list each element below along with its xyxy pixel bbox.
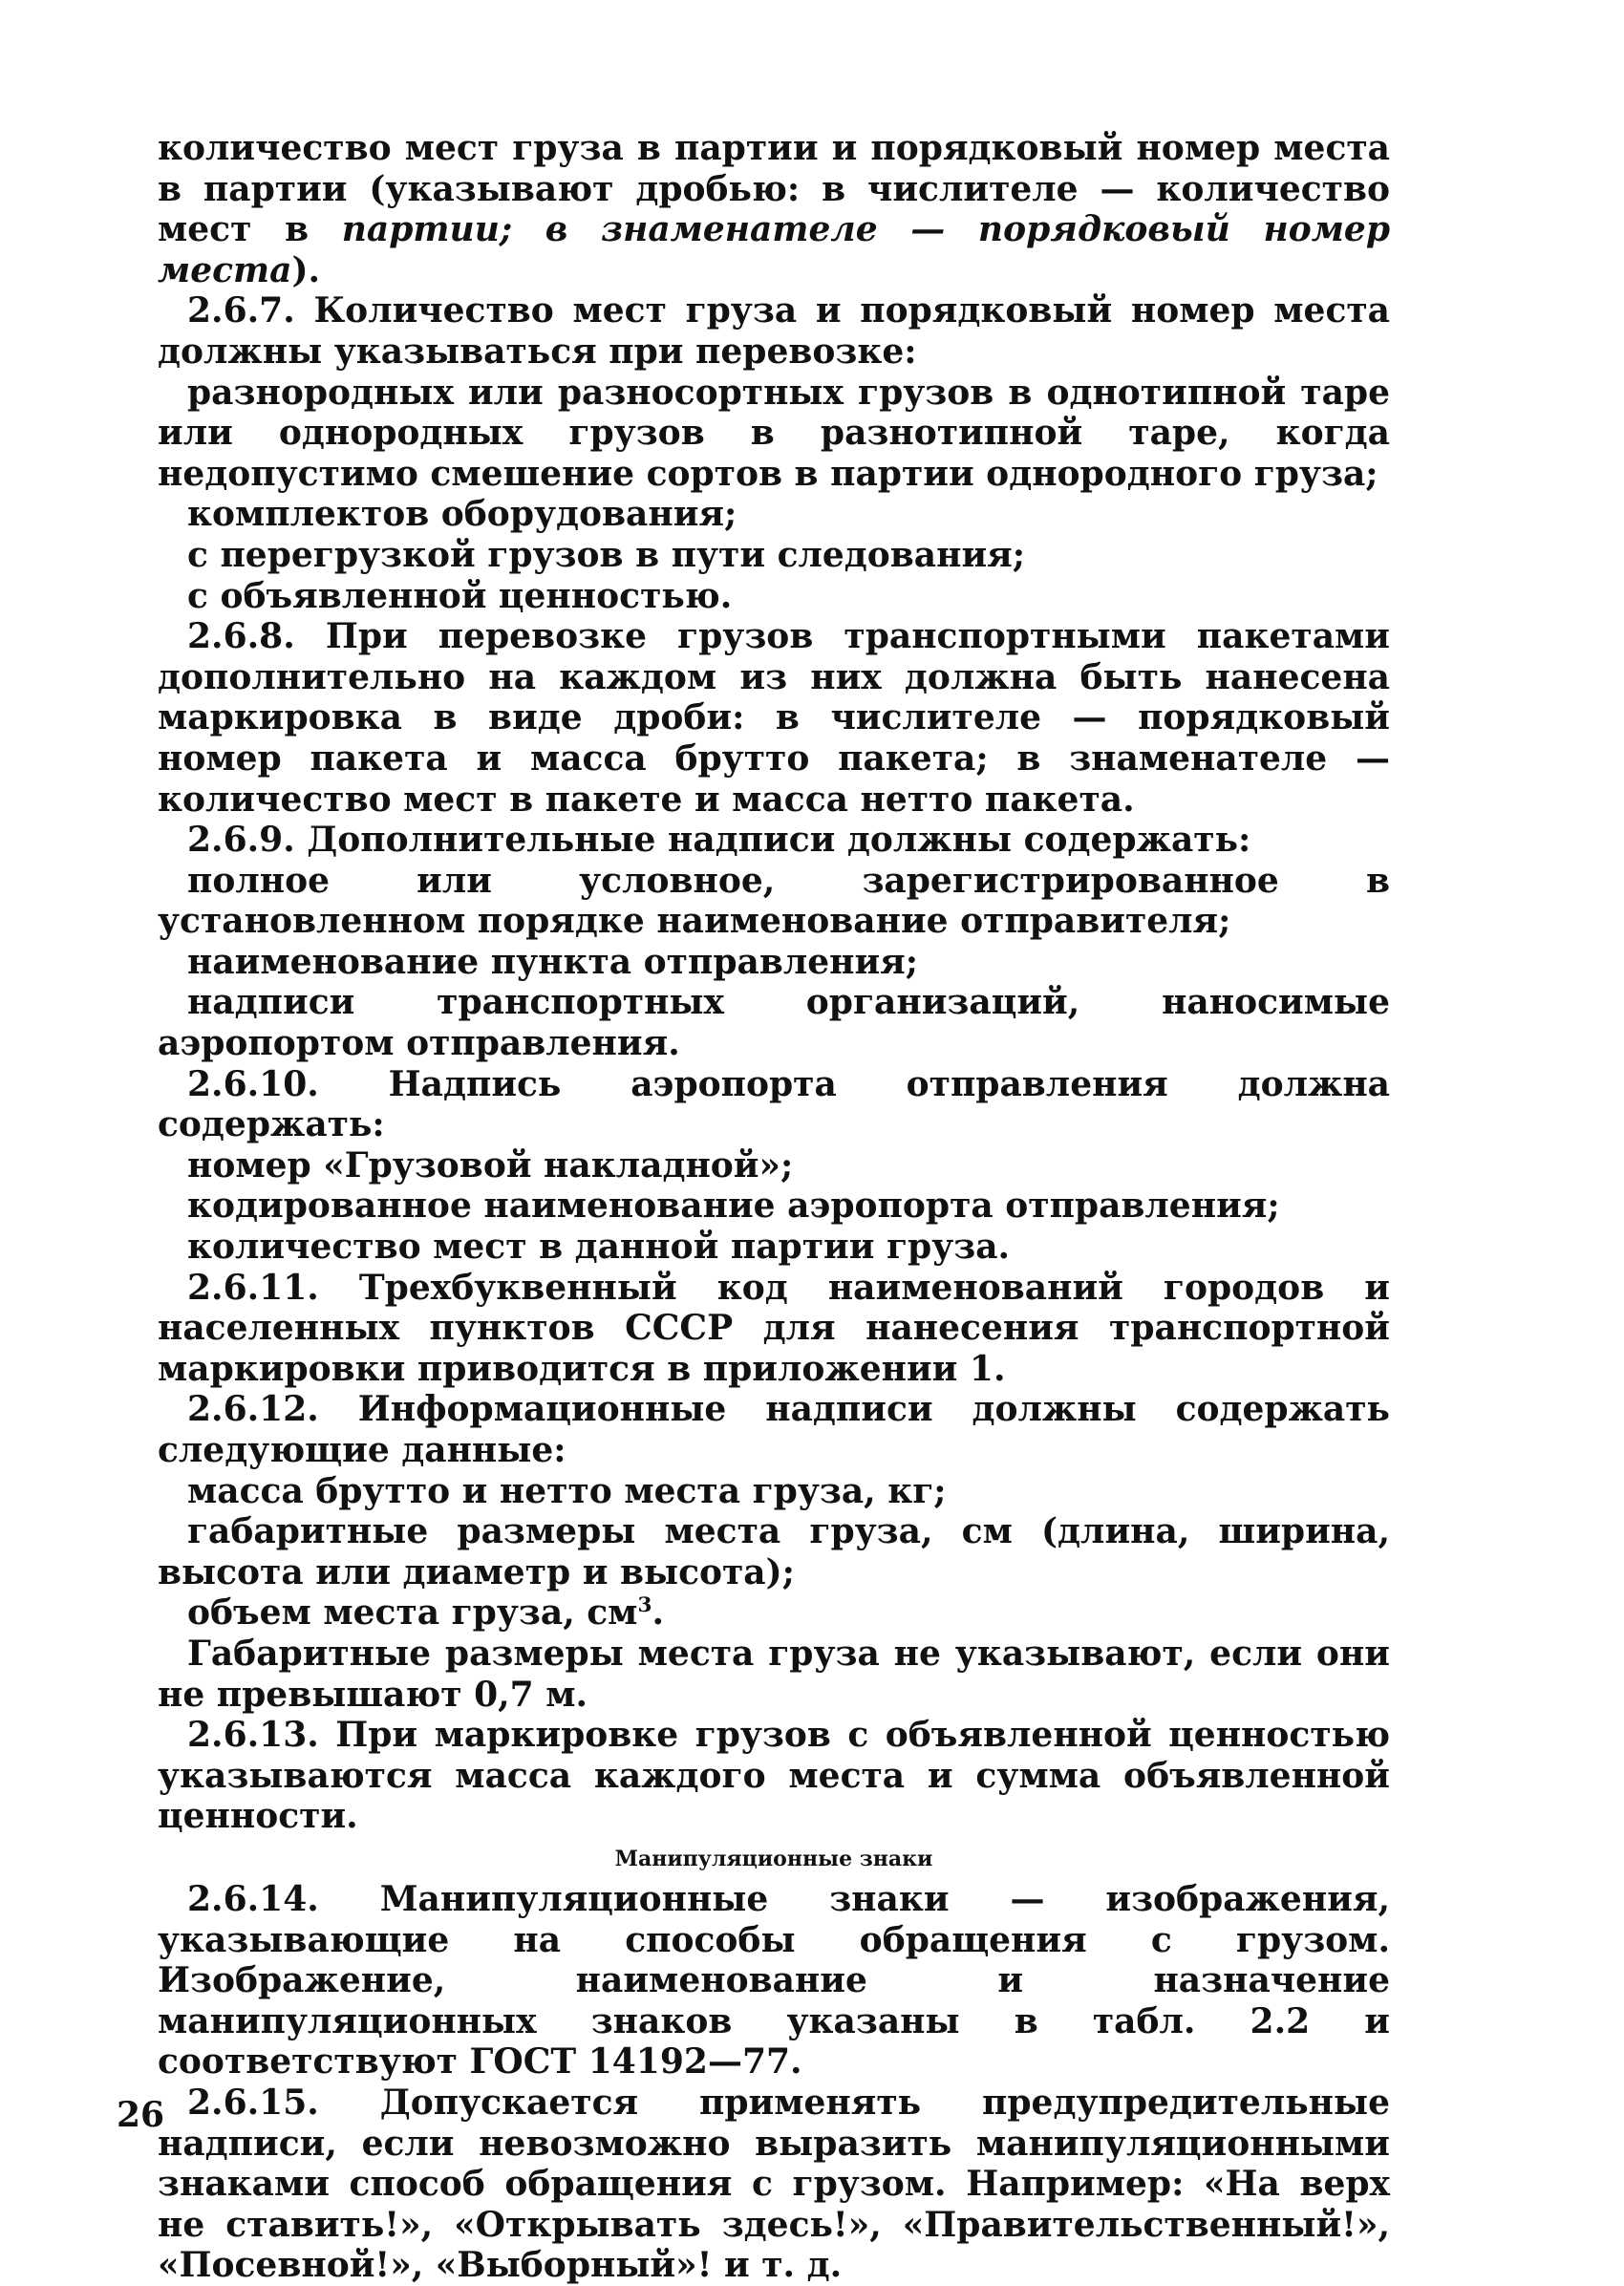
page-number: 26 (117, 2095, 165, 2135)
list-item: наименование пункта отправления; (187, 941, 919, 982)
list-item: надписи транспортных организаций, наносимые аэропортом отправления. (158, 982, 1390, 1064)
list-item: кодированное наименование аэропорта отправления; (187, 1186, 1280, 1227)
paragraph-2-6-9: 2.6.9. Дополнительные надписи должны содержать: (187, 820, 1251, 861)
superscript: 3 (637, 1593, 652, 1618)
text-run: объем места груза, см (187, 1592, 638, 1634)
list-item: разнородных или разносортных грузов в однотипной таре или однородных грузов в разнотипной таре, когда недопустимо смешение сортов в партии однородного груза; (158, 372, 1390, 494)
paragraph-2-6-11: 2.6.11. Трехбуквенный код наименований городов и населенных пунктов СССР для нанесения транспортной маркировки приводится в приложении 1. (158, 1267, 1390, 1389)
list-item: количество мест в данной партии груза. (187, 1227, 1011, 1268)
section-subheading: Манипуляционные знаки (614, 1846, 933, 1871)
list-item-volume (158, 1592, 1390, 1634)
list-item: номер «Грузовой накладной»; (187, 1144, 794, 1186)
list-item: габаритные размеры места груза, см (длина, ширина, высота или диаметр и высота); (158, 1511, 1390, 1592)
italic-text-run: партии; в знаменателе — порядковый номер места (158, 209, 1391, 290)
paragraph-marking-places (158, 128, 1390, 290)
text-run: . (652, 1592, 665, 1634)
list-item: полное или условное, зарегистрированное в установленном порядке наименование отправителя; (158, 860, 1390, 942)
paragraph-2-6-10: 2.6.10. Надпись аэропорта отправления должна содержать: (158, 1063, 1390, 1145)
body-text (158, 128, 1390, 2286)
list-item: масса брутто и нетто места груза, кг; (187, 1470, 947, 1511)
paragraph-2-6-13: 2.6.13. При маркировке грузов с объявленной ценностью указываются масса каждого места и сумма объявленной ценности. (158, 1715, 1390, 1837)
paragraph-2-6-14: 2.6.14. Манипуляционные знаки — изображения, указывающие на способы обращения с грузом. Изображение, наименование и назначение манипуляционных знаков указаны в табл. 2.2 и соответствуют ГОСТ 14192—77. (158, 1878, 1390, 2083)
paragraph-dimensions-note: Габаритные размеры места груза не указывают, если они не превышают 0,7 м. (158, 1633, 1390, 1715)
list-item: с объявленной ценностью. (187, 575, 733, 616)
paragraph-2-6-15: 2.6.15. Допускается применять предупредительные надписи, если невозможно выразить манипуляционными знаками способ обращения с грузом. Например: «На верх не ставить!», «Открывать здесь!», «Правительственный!», «Посевной!», «Выборный»! и т. д. (158, 2082, 1390, 2286)
paragraph-2-6-8: 2.6.8. При перевозке грузов транспортными пакетами дополнительно на каждом из них должна быть нанесена маркировка в виде дроби: в числителе — порядковый номер пакета и масса брутто пакета; в знаменателе — количество мест в пакете и масса нетто пакета. (158, 616, 1390, 820)
list-item: комплектов оборудования; (187, 494, 737, 535)
paragraph-2-6-12: 2.6.12. Информационные надписи должны содержать следующие данные: (158, 1389, 1390, 1470)
list-item: с перегрузкой грузов в пути следования; (187, 534, 1026, 575)
text-run: ). (291, 249, 321, 290)
text-run: количество мест груза в партии и порядковый номер места в партии (указывают дробью: в числителе — количество мест в (158, 128, 1390, 250)
paragraph-2-6-7: 2.6.7. Количество мест груза и порядковый номер места должны указываться при перевозке: (158, 290, 1390, 372)
